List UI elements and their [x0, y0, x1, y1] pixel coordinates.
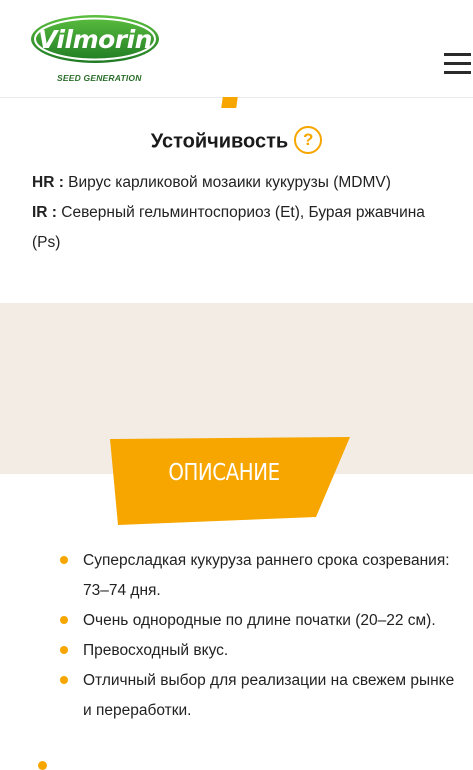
resistance-list — [32, 168, 452, 258]
bullet-icon — [60, 556, 68, 564]
resistance-item-ir — [32, 198, 452, 258]
bullet-icon — [38, 761, 47, 770]
list-item-text: Отличный выбор для реализации на свежем рынке и переработки. — [83, 672, 455, 719]
resistance-item-hr — [32, 168, 452, 198]
bullet-icon — [60, 676, 68, 684]
description-list — [60, 546, 460, 726]
list-item — [60, 546, 460, 606]
resistance-code: IR : — [32, 204, 57, 221]
list-item — [60, 636, 460, 666]
logo-wordmark: Vilmorin — [38, 25, 152, 54]
list-item-text: Превосходный вкус. — [83, 642, 229, 659]
vilmorin-logo[interactable] — [30, 14, 162, 86]
list-item-text: Очень однородные по длине початки (20–22 см). — [83, 612, 436, 629]
resistance-title — [0, 128, 473, 156]
logo-tagline: SEED GENERATION — [57, 73, 142, 83]
resistance-code: HR : — [32, 174, 64, 191]
bullet-icon — [60, 646, 68, 654]
hamburger-menu-icon[interactable] — [440, 50, 472, 76]
description-banner-label: ОПИСАНИЕ — [168, 460, 280, 486]
list-item — [60, 666, 460, 726]
bullet-icon — [60, 616, 68, 624]
decorative-tab — [221, 97, 238, 108]
help-icon[interactable]: ? — [294, 126, 322, 154]
list-item — [60, 606, 460, 636]
resistance-text: Северный гельминтоспориоз (Et), Бурая ржавчина (Ps) — [32, 204, 425, 251]
list-item-text: Суперсладкая кукуруза раннего срока созревания: 73–74 дня. — [83, 552, 450, 599]
resistance-text: Вирус карликовой мозаики кукурузы (MDMV) — [68, 174, 391, 191]
resistance-title-text: Устойчивость — [150, 130, 289, 153]
site-header — [0, 0, 473, 98]
